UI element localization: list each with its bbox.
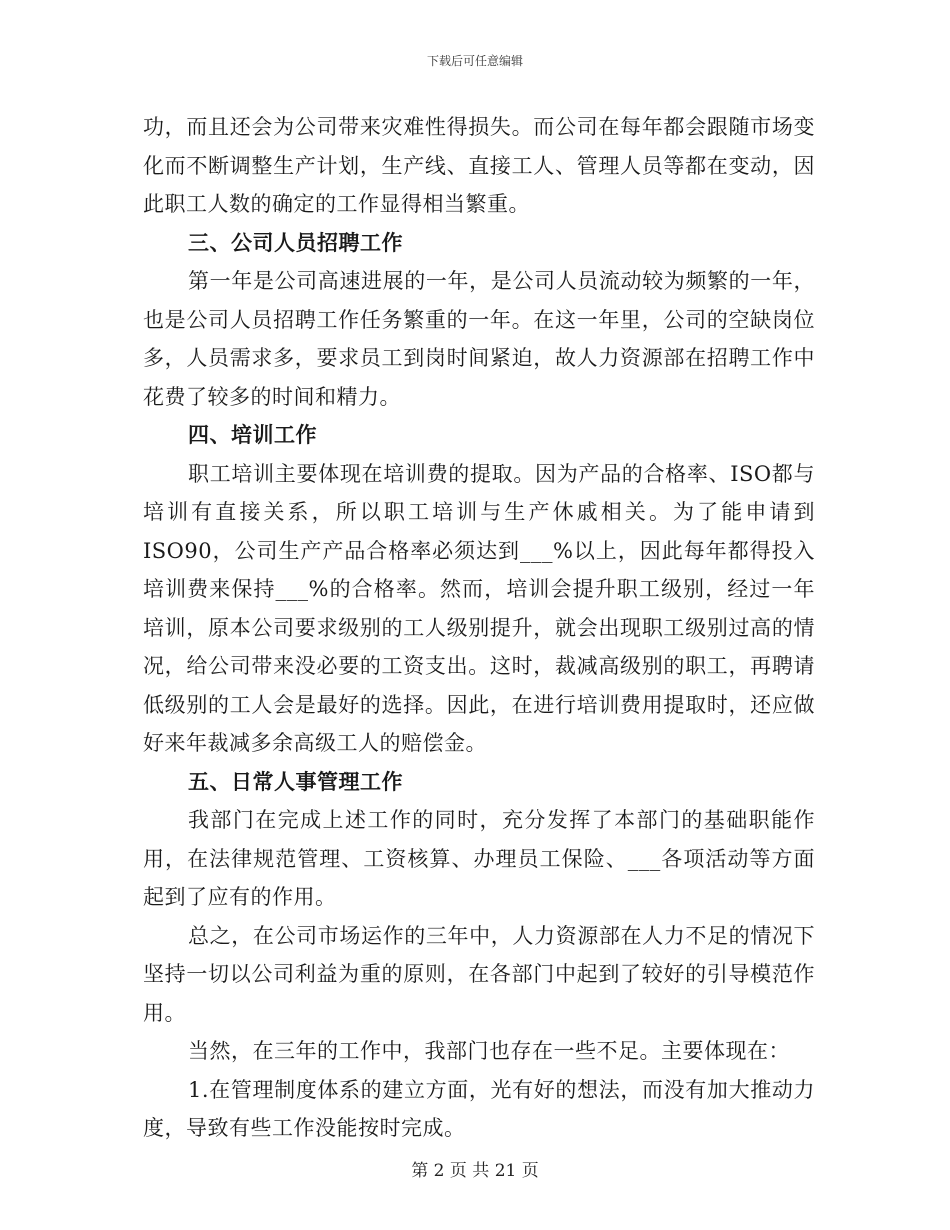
section-heading-recruitment: 三、公司人员招聘工作 <box>188 229 403 255</box>
section-heading-daily-hr: 五、日常人事管理工作 <box>188 768 403 794</box>
section-heading-training: 四、培训工作 <box>188 422 317 447</box>
page-number: 第 2 页 共 21 页 <box>411 1161 539 1181</box>
document-body <box>143 108 815 1148</box>
page-header-note: 下载后可任意编辑 <box>426 54 523 68</box>
paragraph-shortcomings-intro: 当然，在三年的工作中，我部门也存在一些不足。主要体现在： <box>188 1039 790 1063</box>
paragraph-summary: 总之，在公司市场运作的三年中，人力资源部在人力不足的情况下坚持一切以公司利益为重的原则，在各部门中起到了较好的引导模范作用。 <box>143 923 815 1025</box>
paragraph-continuation: 功，而且还会为公司带来灾难性得损失。而公司在每年都会跟随市场变化而不断调整生产计划，生产线、直接工人、管理人员等都在变动，因此职工人数的确定的工作显得相当繁重。 <box>143 115 815 216</box>
paragraph-shortcoming-1: 1.在管理制度体系的建立方面，光有好的想法，而没有加大推动力度，导致有些工作没能按时完成。 <box>143 1077 815 1140</box>
paragraph-daily-hr: 我部门在完成上述工作的同时，充分发挥了本部门的基础职能作用，在法律规范管理、工资核算、办理员工保险、___各项活动等方面起到了应有的作用。 <box>143 808 815 909</box>
paragraph-training: 职工培训主要体现在培训费的提取。因为产品的合格率、ISO都与培训有直接关系，所以职工培训与生产休戚相关。为了能申请到ISO90，公司生产产品合格率必须达到___%以上，因此每年都得投入培训费来保持___%的合格率。然而，培训会提升职工级别，经过一年培训，原本公司要求级别的工人级别提升，就会出现职工级别过高的情况，给公司带来没必要的工资支出。这时，裁减高级别的职工，再聘请低级别的工人会是最好的选择。因此，在进行培训费用提取时，还应做好来年裁减多余高级工人的赔偿金。 <box>143 461 815 755</box>
paragraph-recruitment: 第一年是公司高速进展的一年，是公司人员流动较为频繁的一年，也是公司人员招聘工作任务繁重的一年。在这一年里，公司的空缺岗位多，人员需求多，要求员工到岗时间紧迫，故人力资源部在招聘工作中花费了较多的时间和精力。 <box>143 269 815 409</box>
